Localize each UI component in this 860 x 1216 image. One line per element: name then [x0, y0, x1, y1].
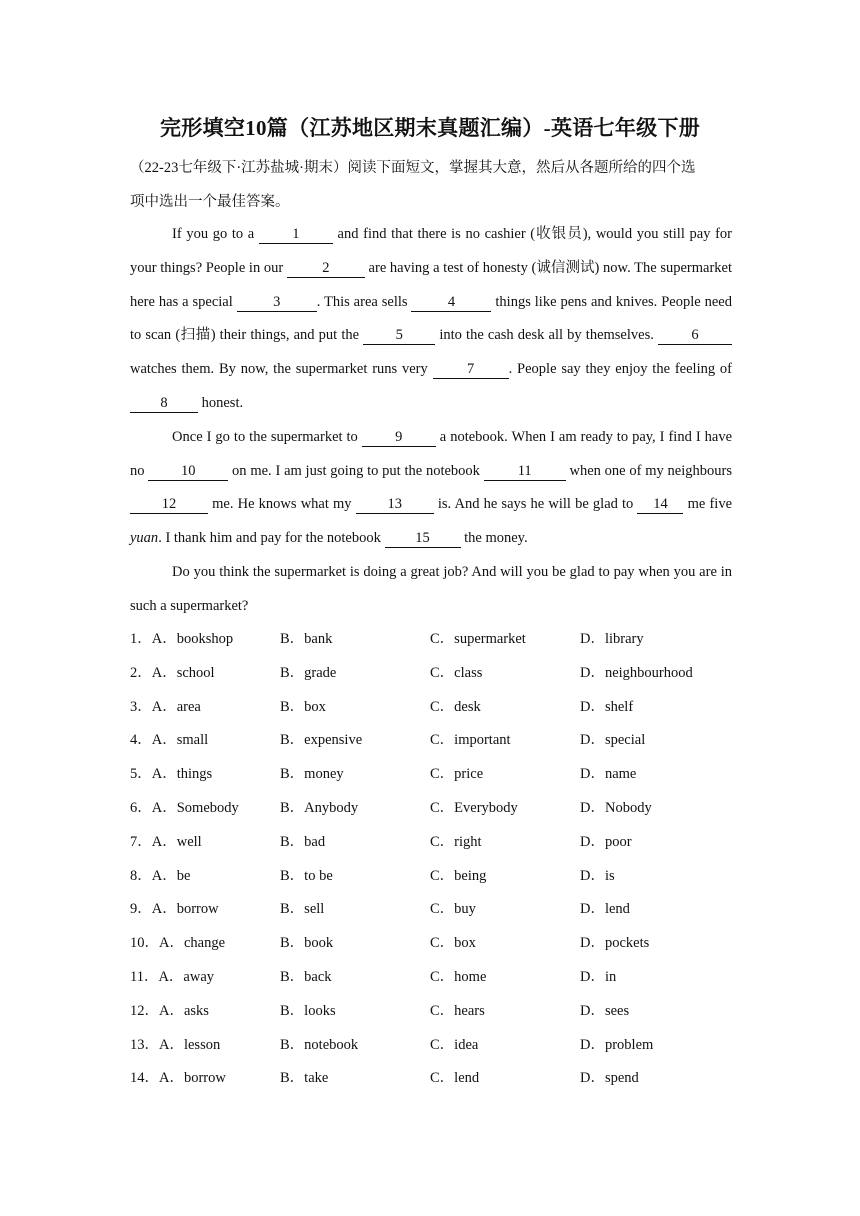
option-row	[130, 860, 732, 894]
passage-text: into the cash desk all by themselves.	[435, 327, 658, 344]
document-title: 完形填空10篇（江苏地区期末真题汇编）-英语七年级下册	[159, 116, 701, 140]
option-b[interactable]: B．bad	[280, 833, 326, 850]
option-b[interactable]: B．take	[280, 1070, 329, 1087]
option-c[interactable]: C．home	[430, 968, 487, 985]
blank-15: 15	[385, 529, 461, 548]
passage-text: a notebook. When I am ready to pay, I find I have no	[130, 428, 733, 479]
option-d[interactable]: D．problem	[580, 1036, 654, 1053]
option-d[interactable]: D．neighbourhood	[580, 664, 693, 681]
passage-text: If you go to a	[172, 226, 259, 242]
option-c[interactable]: C．box	[430, 935, 476, 952]
option-row	[130, 1062, 732, 1096]
option-d[interactable]: D．in	[580, 968, 617, 985]
option-b[interactable]: B．to be	[280, 867, 333, 884]
option-c[interactable]: C．important	[430, 732, 511, 749]
passage-text: is. And he says he will be glad to	[433, 496, 638, 513]
option-d[interactable]: D．special	[580, 732, 646, 749]
passage	[130, 218, 732, 624]
option-c[interactable]: C．being	[430, 867, 487, 884]
blank-9: 9	[362, 428, 436, 447]
answer-options	[130, 623, 732, 1096]
passage-text: . This area sells	[316, 293, 412, 310]
option-a[interactable]: 6．A．Somebody	[130, 799, 239, 816]
option-a[interactable]: 2．A．school	[130, 664, 215, 681]
option-d[interactable]: D．Nobody	[580, 799, 652, 816]
option-c[interactable]: C．right	[430, 833, 482, 850]
option-d[interactable]: D．pockets	[580, 935, 650, 952]
intro-line-2: 项中选出一个最佳答案。	[130, 194, 290, 210]
passage-text: the money.	[460, 530, 528, 547]
option-a[interactable]: 8．A．be	[130, 867, 191, 884]
passage-text: Once I go to the supermarket to	[172, 428, 362, 445]
option-b[interactable]: B．grade	[280, 664, 337, 681]
option-b[interactable]: B．bank	[280, 631, 333, 647]
option-b[interactable]: B．sell	[280, 901, 325, 918]
blank-13: 13	[356, 495, 434, 514]
passage-text: me five	[683, 496, 733, 513]
option-a[interactable]: 10．A．change	[130, 935, 226, 952]
option-d[interactable]: D．name	[580, 766, 637, 783]
option-d[interactable]: D．lend	[580, 901, 630, 918]
option-b[interactable]: B．looks	[280, 1002, 336, 1019]
blank-11: 11	[484, 462, 566, 481]
option-row	[130, 657, 732, 691]
option-row	[130, 927, 732, 961]
paragraph-1	[130, 218, 732, 421]
option-b[interactable]: B．notebook	[280, 1036, 359, 1053]
blank-10: 10	[148, 462, 228, 481]
option-a[interactable]: 5．A．things	[130, 766, 213, 783]
option-row	[130, 792, 732, 826]
option-b[interactable]: B．box	[280, 698, 326, 715]
option-b[interactable]: B．Anybody	[280, 799, 359, 816]
passage-text: when one of my neighbours	[565, 462, 732, 479]
option-c[interactable]: C．price	[430, 766, 484, 783]
passage-text: me. He knows what my	[208, 496, 356, 513]
blank-12: 12	[130, 495, 208, 514]
option-d[interactable]: D．poor	[580, 833, 632, 850]
blank-14: 14	[637, 495, 683, 514]
paragraph-2	[130, 421, 732, 556]
intro-line-1: （22-23七年级下·江苏盐城·期末）阅读下面短文，掌握其大意，然后从各题所给的四个选	[130, 160, 696, 176]
currency-word: yuan	[130, 530, 159, 547]
option-d[interactable]: D．is	[580, 867, 615, 884]
passage-text: honest.	[198, 394, 244, 411]
option-c[interactable]: C．class	[430, 664, 483, 681]
option-a[interactable]: 7．A．well	[130, 833, 202, 850]
option-a[interactable]: 11．A．away	[130, 968, 215, 985]
option-b[interactable]: B．back	[280, 968, 332, 985]
blank-3: 3	[237, 293, 317, 312]
option-c[interactable]: C．buy	[430, 901, 476, 918]
blank-8: 8	[130, 394, 198, 413]
passage-text: . People say they enjoy the feeling of	[508, 361, 732, 378]
passage-text: on me. I am just going to put the notebook	[228, 462, 484, 479]
passage-text: are having a test of honesty (诚信测试) now. The supermarket here has a special	[130, 259, 732, 310]
passage-text: . I thank him and pay for the notebook	[158, 530, 385, 547]
option-d[interactable]: D．library	[580, 631, 644, 647]
blank-1: 1	[259, 225, 333, 244]
option-a[interactable]: 4．A．small	[130, 732, 209, 749]
option-d[interactable]: D．shelf	[580, 698, 634, 715]
option-c[interactable]: C．Everybody	[430, 799, 518, 816]
option-a[interactable]: 3．A．area	[130, 698, 201, 715]
passage-text: watches them. By now, the supermarket runs very	[130, 361, 433, 378]
option-a[interactable]: 13．A．lesson	[130, 1036, 221, 1053]
blank-2: 2	[287, 259, 365, 278]
option-row	[130, 691, 732, 725]
option-c[interactable]: C．idea	[430, 1036, 479, 1053]
blank-4: 4	[411, 293, 491, 312]
option-d[interactable]: D．sees	[580, 1002, 630, 1019]
option-a[interactable]: 1．A．bookshop	[130, 631, 234, 647]
option-row	[130, 1029, 732, 1063]
passage-text: and find that there is no cashier (收银员), would you still pay for your things? People in our	[130, 226, 732, 276]
option-a[interactable]: 14．A．borrow	[130, 1070, 226, 1087]
passage-text: things like pens and knives. People need to scan (扫描) their things, and put the	[130, 293, 732, 344]
option-b[interactable]: B．money	[280, 766, 344, 783]
option-b[interactable]: B．book	[280, 935, 334, 952]
option-row	[130, 623, 732, 657]
option-d[interactable]: D．spend	[580, 1070, 639, 1087]
option-row	[130, 826, 732, 860]
blank-5: 5	[363, 326, 435, 345]
paragraph-3: Do you think the supermarket is doing a great job? And will you be glad to pay when you are in such a supermarket?	[130, 563, 732, 614]
option-c[interactable]: C．lend	[430, 1070, 480, 1087]
option-c[interactable]: C．desk	[430, 698, 481, 715]
option-row	[130, 961, 732, 995]
option-row	[130, 995, 732, 1029]
option-row	[130, 758, 732, 792]
option-a[interactable]: 9．A．borrow	[130, 901, 219, 918]
option-row	[130, 893, 732, 927]
option-a[interactable]: 12．A．asks	[130, 1002, 209, 1019]
option-c[interactable]: C．hears	[430, 1002, 485, 1019]
option-row	[130, 724, 732, 758]
option-b[interactable]: B．expensive	[280, 732, 363, 749]
blank-7: 7	[433, 360, 509, 379]
option-c[interactable]: C．supermarket	[430, 631, 526, 647]
blank-6: 6	[658, 326, 732, 345]
